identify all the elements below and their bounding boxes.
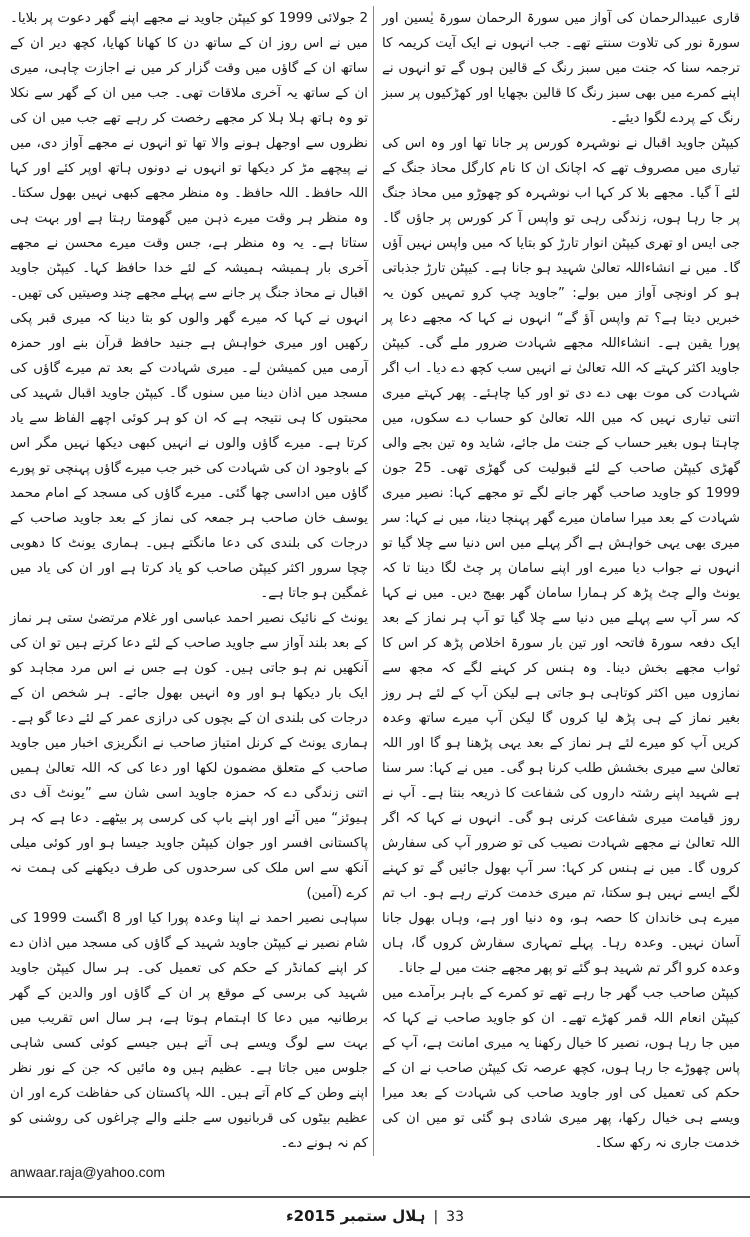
paragraph: کیپٹن جاوید اقبال نے نوشہرہ کورس پر جانا تھا اور وہ اس کی تیاری میں مصروف تھے کہ اچانک ان کا نام کارگل محاذ جنگ کے لئے آ گیا۔ مجھے بلا کر کہا اب نوشہرہ کو چھوڑو میں محاذ جنگ پر جا رہا ہوں، زندگی رہی تو واپس آ کر کورس پر جاؤں گا۔ جی ایس او تھری کیپٹن انوار تارڑ کو بتایا کہ میں واپس نہیں آؤں گا۔ میں نے انشاءاللہ تعالیٰ شہید ہو جانا ہے۔ کیپٹن تارڑ جذباتی ہو کر اونچی آواز میں بولے: ”جاوید چپ کرو تمہیں کون یہ خبریں دیتا ہے؟ تم واپس آؤ گے“ انہوں نے کہا کہ مجھے دعا پر پورا یقین ہے۔ انشاءاللہ مجھے شہادت ضرور ملے گی۔ کیپٹن جاوید اکثر کہتے کہ اللہ تعالیٰ نے انہیں سب کچھ دے دیا۔ اب اگر شہادت کی موت بھی دے دی تو اور کیا چاہئے۔ پھر کہتے میری اتنی تیاری نہیں کہ میں اللہ تعالیٰ کو حساب دے سکوں، میں چاہتا ہوں بغیر حساب کے جنت مل جائے، شاید وہ تین بجے والی گھڑی کیپٹن صاحب کے لئے قبولیت کی گھڑی تھی۔ 25 جون 1999 کو جاوید صاحب گھر جانے لگے تو مجھے کہا: نصیر میری شہادت کے بعد میرا سامان میرے گھر پہنچا دینا، میں نے کہا: سر میری بھی یہی خواہش ہے اگر پہلے میں اس دنیا سے چلا گیا تو انہوں نے جواب دیا میرے اور اپنے سامان پر چٹ لگا دینا تا کہ یونٹ والے چٹ پڑھ کر ہمارا سامان گھر بھیج دیں۔ میں نے کہا کہ سر آپ سے پہلے میں دنیا سے چلا گیا تو آپ ہر نماز کے بعد ایک دفعہ سورۃ فاتحہ اور تین بار سورۃ اخلاص پڑھ کر اس کا ثواب مجھے بخش دینا۔ وہ ہنس کر کہنے لگے کہ مجھ سے نمازوں میں اکثر کوتاہی ہو جاتی ہے لیکن آپ کے لئے ہر روز بغیر نماز کے ہی پڑھ لیا کروں گا لیکن آپ میرے ساتھ وعدہ کریں آپ کو میرے لئے ہر نماز کے بعد یہی پڑھنا ہو گا اور اللہ تعالیٰ سے میری بخشش طلب کرنا ہو گی۔ میں نے کہا: سر سنا ہے شہید اپنے رشتہ داروں کی شفاعت کا ذریعہ بنتا ہے۔ آپ نے روز قیامت میری شفاعت کرنی ہو گی۔ انہوں نے کہا کہ اگر اللہ تعالیٰ نے مجھے شہادت نصیب کی تو ضرور آپ کی سفارش کروں گا۔ میں نے ہنس کر کہا: سر آپ بھول جائیں گے تو کہنے لگے ایسے نہیں ہو سکتا، تم میری خدمت کرتے رہے ہو۔ اب تم میرے ہی خاندان کا حصہ ہو، وہ دنیا اور ہے، وہاں بھول جانا آسان نہیں۔ وعدہ رہا۔ پہلے تمہاری سفارش کروں گا، ہاں وعدہ کرو اگر تم شہید ہو گئے تو پھر مجھے جنت میں لے جانا۔ [382,136,741,976]
page-footer [0,1198,750,1237]
paragraph: کیپٹن صاحب جب گھر جا رہے تھے تو کمرے کے باہر برآمدے میں کیپٹن انعام اللہ قمر کھڑے تھے۔ ان کو جاوید صاحب نے کہا کہ میں جا رہا ہوں، نصیر کا خیال رکھنا یہ میری امانت ہے، آپ کے پاس چھوڑے جا رہا ہوں، کچھ عرصہ تک کیپٹن صاحب نے ان کے حکم کی تعمیل کی اور جاوید صاحب کی شہادت کے بعد میرا ویسے ہی خیال رکھا، پھر میری شادی ہو گئی تو میں ان کی خدمت جاری نہ رکھ سکا۔ [382,986,740,1151]
paragraph: قاری عبیدالرحمان کی آواز میں سورۃ الرحمان سورۃ یٰسین اور سورۃ نور کی تلاوت سنتے تھے۔ جب انہوں نے ایک آیت کریمہ کا ترجمہ سنا کہ جنت میں سبز رنگ کے قالین ہوں گے تو انہوں نے اپنے کمرے میں بھی سبز رنگ کا قالین بچھایا اور کھڑکیوں پر سبز رنگ کے پردے لگوا دیئے۔ [382,11,740,126]
author-email: anwaar.raja@yahoo.com [10,1164,166,1180]
paragraph: یونٹ کے نائیک نصیر احمد عباسی اور غلام مرتضیٰ ستی ہر نماز کے بعد بلند آواز سے جاوید صاحب کے لئے دعا کرتے ہیں تو ان کی آنکھیں نم ہو جاتی ہیں۔ کون ہے جس نے اس مرد مجاہد کو ایک بار دیکھا ہو اور وہ انہیں بھول جائے۔ ہر شخص ان کے درجات کی بلندی ان کے بچوں کی درازی عمر کے لئے دعا گو ہے۔ ہماری یونٹ کے کرنل امتیاز صاحب نے انگریزی اخبار میں جاوید صاحب کے متعلق مضمون لکھا اور دعا کی کہ اللہ تعالیٰ ہمیں اتنی زندگی دے کہ حمزہ جاوید اسی شان سے ”یونٹ آف دی ہیوئز“ میں آئے اور اپنے باپ کی کرسی پر بیٹھے۔ دعا ہے کہ ہر پاکستانی افسر اور جوان کیپٹن جاوید جیسا ہو اور کوئی میلی آنکھ سے اس ملک کی سرحدوں کی طرف دیکھنے کی ہمت نہ کرے (آمین) [10,611,368,901]
article-column-right [373,6,740,1156]
article-column-left [10,6,368,1182]
magazine-issue: ہلال ستمبر 2015ء [286,1207,426,1225]
footer-separator: | [433,1209,439,1225]
paragraph: سپاہی نصیر احمد نے اپنا وعدہ پورا کیا اور 8 اگست 1999 کی شام نصیر نے کیپٹن جاوید شہید کے گاؤں کی مسجد میں اذان دے کر اپنے کمانڈر کے حکم کی تعمیل کی۔ ہر سال کیپٹن جاوید شہید کی برسی کے موقع پر ان کے گاؤں اور والدین کے گھر برطانیہ میں دعا کا اہتمام ہوتا ہے، ہر سال اس تقریب میں بہت سے لوگ ویسے ہی آتے ہیں جیسے کوئی کسی شاہی جلوس میں جاتا ہے۔ عظیم ہیں وہ مائیں کہ جن کے نور نظر اپنے وطن کے کام آتے ہیں۔ اللہ پاکستان کی حفاظت کرے اور ان عظیم بیٹوں کی قربانیوں سے جلنے والے چراغوں کی روشنی کو کم نہ ہونے دے۔ [10,911,368,1151]
page-number: 33 [446,1209,464,1225]
paragraph: 2 جولائی 1999 کو کیپٹن جاوید نے مجھے اپنے گھر دعوت پر بلایا۔ میں نے اس روز ان کے ساتھ دن کا کھانا کھایا، کچھ دیر ان کے ساتھ ان کے گاؤں میں وقت گزار کر میں نے اجازت چاہی، میری ان کے ساتھ یہ آخری ملاقات تھی۔ جب میں ان کے گھر سے نکلا تو وہ ہاتھ ہلا ہلا کر مجھے رخصت کر رہے تھے جب میں ان کی نظروں سے اوجھل ہونے والا تھا تو انہوں نے مجھے آواز دی، میں نے پیچھے مڑ کر دیکھا تو انہوں نے دونوں ہاتھ اوپر کئے اور کہا اللہ حافظ۔ اللہ حافظ۔ وہ منظر مجھے کبھی نہیں بھول سکتا۔ وہ منظر ہر وقت میرے ذہن میں گھومتا رہتا ہے اور بہت ہی ستاتا ہے۔ یہ وہ منظر ہے، جس وقت میرے محسن نے مجھے آخری بار ہمیشہ ہمیشہ کے لئے خدا حافظ کہا۔ کیپٹن جاوید اقبال نے محاذ جنگ پر جانے سے پہلے مجھے چند وصیتیں کی تھیں۔ انہوں نے کہا کہ میرے گھر والوں کو بتا دینا کہ میری قبر پکی رکھیں اور میری خواہش ہے جنید حافظ قرآن بنے اور حمزہ آرمی میں کمیشن لے۔ میری شہادت کے بعد تم میرے گاؤں کی مسجد میں اذان دینا میں سنوں گا۔ کیپٹن جاوید اقبال شہید کی محبتوں کا ہی نتیجہ ہے کہ ان کو ہر کوئی اچھے الفاظ سے یاد کرتا ہے۔ میرے گاؤں والوں نے انہیں کبھی دیکھا نہیں مگر اس کے باوجود ان کی شہادت کی خبر جب میرے گاؤں پہنچی تو پورے گاؤں میں اداسی چھا گئی۔ میرے گاؤں کی مسجد کے امام محمد یوسف خان صاحب ہر جمعہ کی نماز کے بعد جاوید صاحب کے درجات کی بلندی کی دعا مانگتے ہیں۔ ہماری یونٹ کا دھوبی چچا سرور اکثر کیپٹن صاحب کو یاد کرتا ہے اور ان کی یاد میں غمگین ہو جاتا ہے۔ [10,11,368,601]
